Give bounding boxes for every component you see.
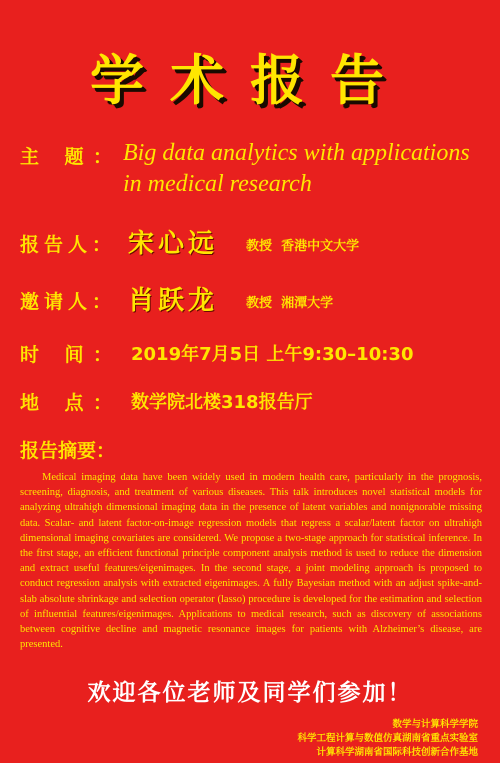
speaker-label: 报告人： [20, 234, 117, 256]
inviter-affiliation-line [246, 292, 333, 311]
organizer-1: 数学与计算科学学院 [392, 719, 478, 730]
speaker-name: 宋心远 [128, 229, 219, 259]
topic-row [20, 142, 112, 169]
place-value: 数学院北楼318报告厅 [131, 392, 313, 413]
organizer-3: 计算科学湖南省国际科技创新合作基地 [316, 747, 478, 758]
place-row [20, 388, 112, 415]
abstract-text: Medical imaging data have been widely used in modern health care, particularly in the prognosis, screening, diagnosis, and treatment of various diseases. This talk introduces novel statistical models for analyzing ultrahigh dimensional imaging data in the presence of latent variables and nonignorable missing data. Scalar- and latent factor-on-image regression models that regress a scalar/latent factor on ultrahigh dimensional imaging covariates are considered. We propose a two-stage approach for statistical inference. In the first stage, an efficient functional principle component analysis method is used to reduce the dimension and extract useful features/eigenimages. In the second stage, a joint modeling approach is proposed to conduct regression analysis with extracted eigenimages. A fully Bayesian method with an adjust spike-and-slab absolute shrinkage and selection operator (lasso) procedure is developed for the estimation and selection of influential features/eigenimages. Applications to medical research, such as discovery of associations between cognitive decline and magnetic resonance images for patients with Alzheimer’s disease, are presented. [20, 472, 482, 651]
organizer-2: 科学工程计算与数值仿真湖南省重点实验室 [297, 733, 478, 744]
topic-label [20, 142, 112, 169]
inviter-name: 肖跃龙 [128, 286, 219, 316]
inviter-label: 邀请人： [20, 291, 117, 313]
time-label-text: 时 间： [20, 344, 112, 366]
abstract-heading-row [20, 436, 115, 463]
inviter-affiliation: 湘潭大学 [281, 296, 334, 311]
poster-title: 学术报告 [90, 48, 410, 112]
speaker-title: 教授 [246, 239, 273, 254]
place-label [20, 388, 112, 415]
time-row [20, 340, 112, 367]
speaker-affiliation: 香港中文大学 [281, 239, 360, 254]
inviter-row [20, 287, 116, 314]
welcome-message: 欢迎各位老师及同学们参加！ [87, 680, 413, 706]
topic-label-text: 主 题： [20, 146, 112, 168]
speaker-row [20, 230, 116, 257]
topic-text: Big data analytics with applications in medical research [123, 140, 470, 197]
time-value: 2019年7月5日 上午9:30–10:30 [131, 344, 414, 365]
time-label [20, 340, 112, 367]
speaker-affiliation-line [246, 235, 359, 254]
inviter-title: 教授 [246, 296, 273, 311]
abstract-label: 报告摘要： [20, 440, 116, 462]
place-label-text: 地 点： [20, 392, 112, 414]
